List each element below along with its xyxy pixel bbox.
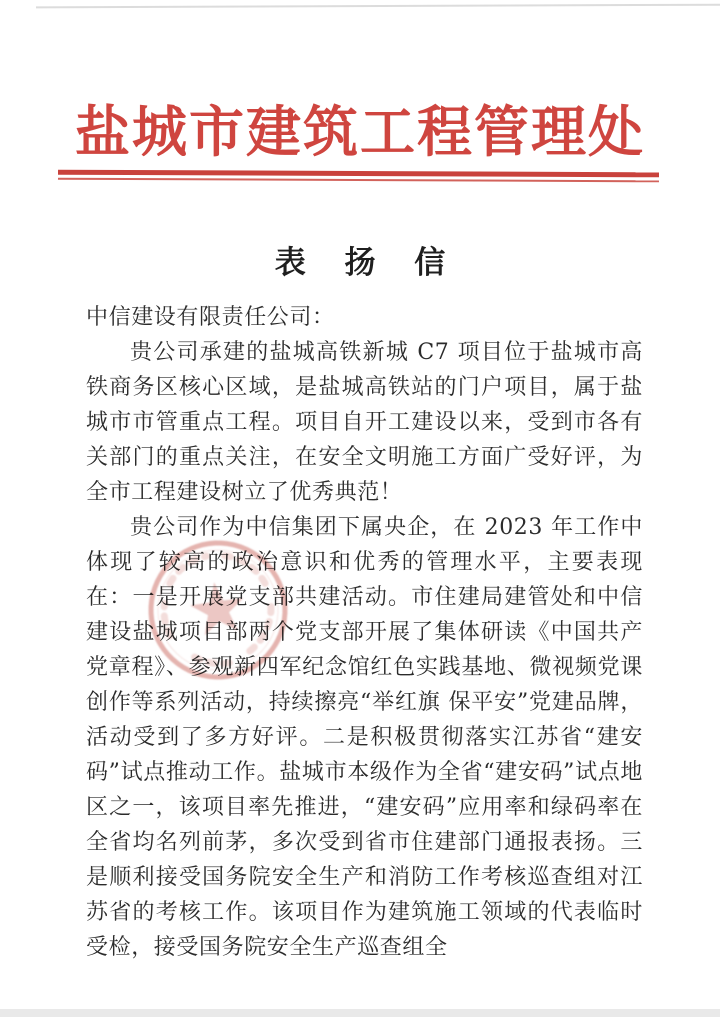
- recipient-line: 中信建设有限责任公司：: [86, 305, 335, 330]
- letter-body: [86, 300, 643, 965]
- paragraph-1: 贵公司承建的盐城高铁新城 C7 项目位于盐城市高铁商务区核心区域，是盐城高铁站的门户项目，属于盐城市市管重点工程。项目自开工建设以来，受到市各有关部门的重点关注，在安全文明施工方面广受好评，为全市工程建设树立了优秀典范！: [86, 340, 643, 505]
- paragraph-2: 贵公司作为中信集团下属央企，在 2023 年工作中体现了较高的政治意识和优秀的管理水平，主要表现在：一是开展党支部共建活动。市住建局建管处和中信建设盐城项目部两个党支部开展了集体研读《中国共产党章程》、参观新四军纪念馆红色实践基地、微视频党课创作等系列活动，持续擦亮“举红旗 保平安”党建品牌，活动受到了多方好评。二是积极贯彻落实江苏省“建安码”试点推动工作。盐城市本级作为全省“建安码”试点地区之一，该项目率先推进，“建安码”应用率和绿码率在全省均名列前茅，多次受到省市住建部门通报表扬。三是顺利接受国务院安全生产和消防工作考核巡查组对江苏省的考核工作。该项目作为建筑施工领域的代表临时受检，接受国务院安全生产巡查组全: [86, 515, 643, 960]
- scan-edge-artifact-bottom: [0, 1009, 720, 1017]
- letterhead-title: 盐城市建筑工程管理处: [74, 99, 645, 164]
- scan-edge-artifact-top: [36, 4, 720, 9]
- letter-title: 表 扬 信: [274, 245, 460, 281]
- letterhead-rule: [58, 170, 659, 183]
